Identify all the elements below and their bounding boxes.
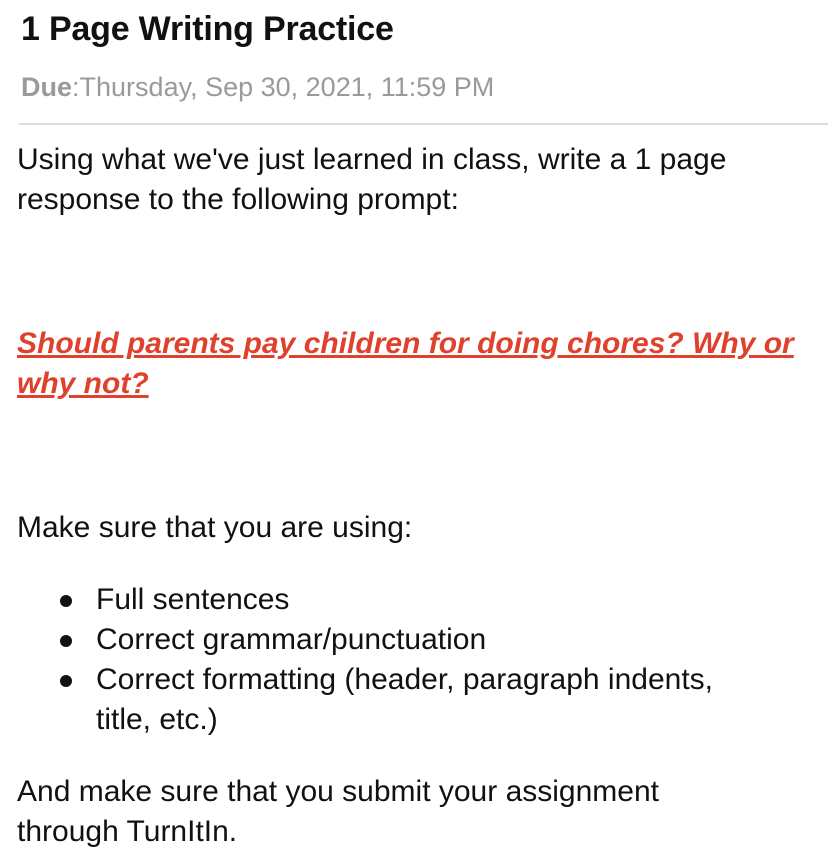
due-separator: : <box>72 72 80 102</box>
due-date <box>21 72 494 103</box>
due-label: Due <box>21 72 73 102</box>
bullet-icon <box>60 595 72 607</box>
writing-prompt: Should parents pay children for doing chores? Why or why not? <box>17 327 794 400</box>
header-divider <box>19 123 828 125</box>
requirements-list <box>0 580 828 740</box>
list-item <box>0 660 776 740</box>
submission-note: And make sure that you submit your assignment through TurnItIn. <box>17 775 659 848</box>
instructions-intro: Using what we've just learned in class, write a 1 page response to the following prompt: <box>17 143 727 216</box>
list-item-label: Full sentences <box>96 583 290 616</box>
bullet-icon <box>60 675 72 687</box>
assignment-title: 1 Page Writing Practice <box>21 10 394 48</box>
list-item <box>0 580 776 620</box>
bullet-icon <box>60 635 72 647</box>
due-date-value: Thursday, Sep 30, 2021, 11:59 PM <box>79 72 495 102</box>
list-item <box>0 620 776 660</box>
list-item-label: Correct grammar/punctuation <box>96 623 487 656</box>
list-item-label: Correct formatting (header, paragraph indents, title, etc.) <box>96 663 714 736</box>
requirements-heading: Make sure that you are using: <box>17 511 413 544</box>
